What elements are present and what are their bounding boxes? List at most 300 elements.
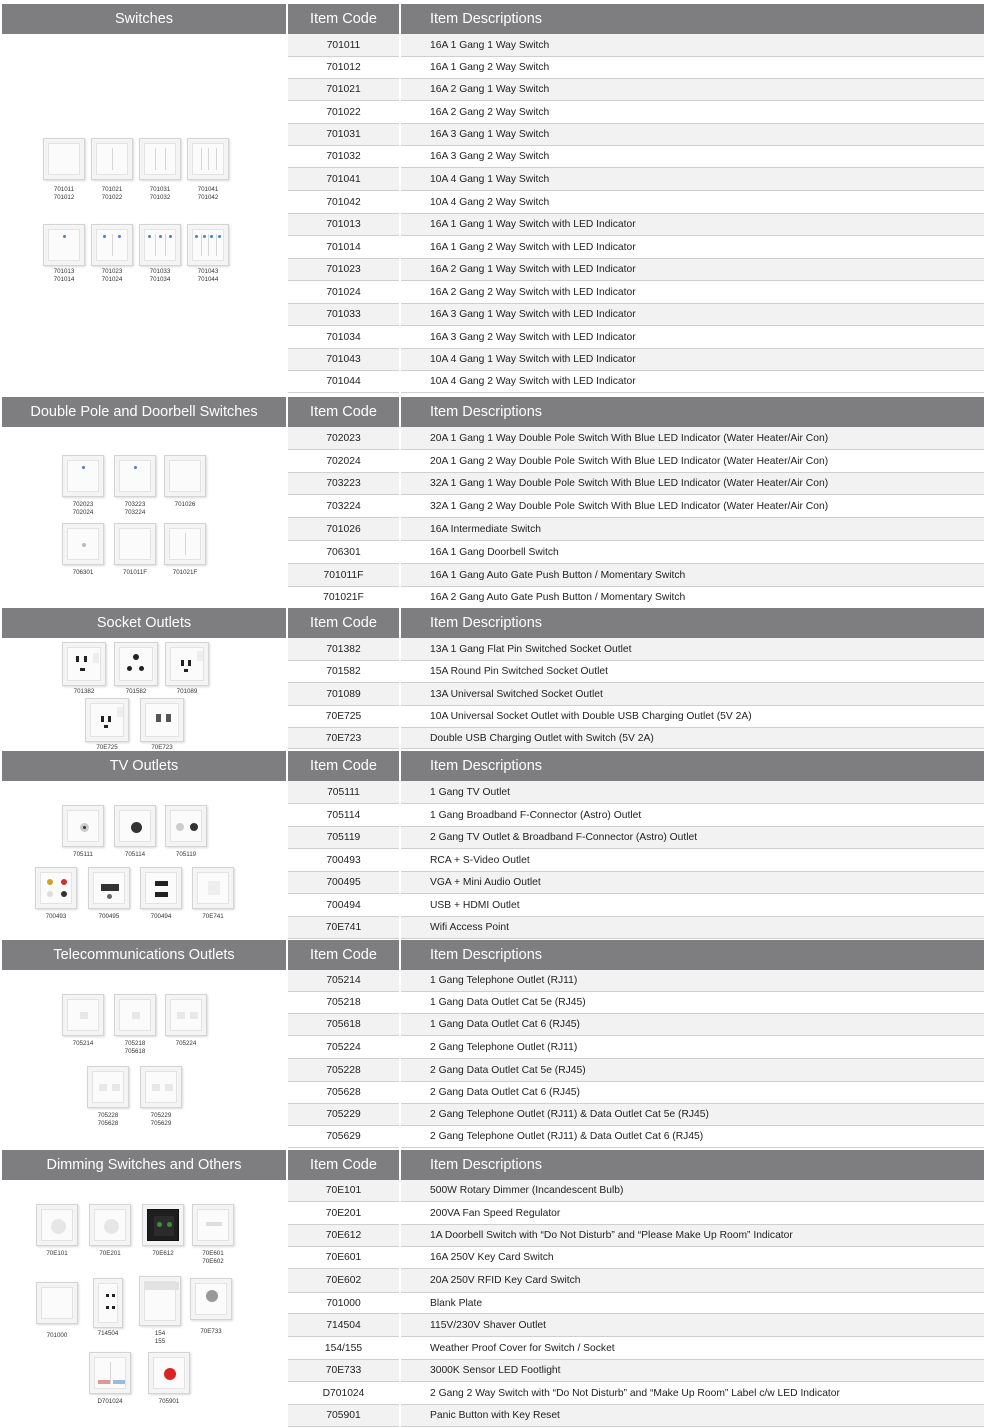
rocker-divider (201, 234, 202, 256)
plate-face (67, 810, 99, 842)
port-icon (181, 660, 184, 666)
table-row (288, 518, 984, 541)
category-title: TV Outlets (2, 751, 286, 781)
item-description: 16A 2 Gang 2 Way Switch with LED Indicator (430, 287, 636, 298)
product-code-label: 701033 701034 (149, 268, 171, 283)
rocker-divider (201, 148, 202, 170)
product-code-label: 701031 701032 (149, 186, 171, 201)
port-icon (177, 1012, 185, 1019)
table-row (288, 1082, 984, 1104)
product-image (139, 224, 181, 266)
item-description: Panic Button with Key Reset (430, 1410, 560, 1421)
port-icon (206, 1222, 222, 1226)
item-code: 701034 (326, 332, 361, 343)
product-image (142, 1204, 184, 1246)
plate-face (145, 703, 179, 737)
product-image (164, 523, 206, 565)
product-image (114, 523, 156, 565)
table-row (288, 450, 984, 473)
table-row (288, 495, 984, 518)
rocker-divider (112, 148, 113, 170)
port-icon (98, 1380, 110, 1384)
plate-face (170, 647, 204, 681)
item-code: 705618 (326, 1019, 361, 1030)
item-description: 15A Round Pin Switched Socket Outlet (430, 666, 609, 677)
led-indicator-icon (118, 235, 121, 238)
item-desc-header: Item Descriptions (401, 397, 984, 427)
product-image (114, 455, 156, 497)
plate-face (192, 229, 224, 261)
product-images (2, 1180, 286, 1427)
item-description: 2 Gang Data Outlet Cat 6 (RJ45) (430, 1087, 580, 1098)
item-code: 705218 (326, 997, 361, 1008)
item-description: 10A Universal Socket Outlet with Double USB Charging Outlet (5V 2A) (430, 711, 752, 722)
column-divider (399, 1180, 401, 1427)
product-code-label: 701000 (46, 1332, 68, 1339)
item-code: 701042 (326, 197, 361, 208)
port-icon (112, 1084, 120, 1091)
item-description: 16A 2 Gang 1 Way Switch with LED Indicator (430, 264, 636, 275)
table-row (288, 992, 984, 1014)
product-image (35, 867, 77, 909)
section-header (0, 1150, 988, 1180)
port-icon (106, 1294, 109, 1297)
product-code-label: 705214 (72, 1040, 94, 1047)
table-row (288, 541, 984, 564)
item-rows (288, 427, 984, 609)
plate-face (93, 872, 125, 904)
product-image (36, 1282, 78, 1324)
item-description: 2 Gang 2 Way Switch with “Do Not Disturb” and “Make Up Room” Label c/w LED Indicator (430, 1388, 840, 1399)
product-code-label: 701011F (123, 569, 147, 576)
item-description: 16A 3 Gang 1 Way Switch with LED Indicator (430, 309, 636, 320)
product-code-label: 701089 (176, 688, 198, 695)
item-description: 1 Gang Data Outlet Cat 5e (RJ45) (430, 997, 586, 1008)
item-desc-header: Item Descriptions (401, 751, 984, 781)
plate-face (170, 999, 202, 1031)
item-description: 13A Universal Switched Socket Outlet (430, 689, 603, 700)
product-image (114, 994, 156, 1036)
rocker-divider (208, 148, 209, 170)
plate-face (67, 528, 99, 560)
item-code: 703223 (326, 478, 361, 489)
item-description: Wifi Access Point (430, 922, 509, 933)
item-description: 16A 2 Gang 2 Way Switch (430, 107, 550, 118)
product-image (139, 138, 181, 180)
item-description: 16A 1 Gang Auto Gate Push Button / Momentary Switch (430, 570, 686, 581)
item-description: 16A 2 Gang 1 Way Switch (430, 84, 550, 95)
item-code: 700494 (326, 900, 361, 911)
item-description: 16A 3 Gang 2 Way Switch (430, 151, 550, 162)
item-description: USB + HDMI Outlet (430, 900, 520, 911)
port-icon (61, 891, 67, 897)
rocker-divider (155, 148, 156, 170)
item-code: D701024 (322, 1388, 365, 1399)
port-icon (84, 656, 87, 662)
section (0, 397, 988, 609)
item-code: 701024 (326, 287, 361, 298)
product-image (114, 805, 156, 847)
item-description: 10A 4 Gang 1 Way Switch (430, 174, 550, 185)
product-image (192, 1204, 234, 1246)
product-code-label: 70E733 (200, 1328, 222, 1335)
product-code-label: 703223 703224 (124, 501, 146, 516)
table-row (288, 326, 984, 349)
rocker-divider (165, 234, 166, 256)
port-icon (99, 1084, 107, 1091)
port-icon (82, 543, 86, 547)
table-row (288, 564, 984, 587)
product-image (62, 805, 104, 847)
table-row (288, 872, 984, 894)
item-description: 20A 1 Gang 2 Way Double Pole Switch With Blue LED Indicator (Water Heater/Air Con) (430, 456, 829, 467)
section-header (0, 940, 988, 970)
item-code: 702024 (326, 456, 361, 467)
port-icon (206, 1290, 218, 1302)
rocker-divider (216, 234, 217, 256)
port-icon (47, 891, 53, 897)
plate-face (195, 1283, 227, 1315)
product-code-label: 705119 (175, 851, 197, 858)
product-code-label: 705111 (73, 851, 93, 858)
category-title: Telecommunications Outlets (2, 940, 286, 970)
led-indicator-icon (103, 235, 106, 238)
product-image (192, 867, 234, 909)
product-image (139, 1276, 181, 1326)
item-code-header: Item Code (288, 940, 399, 970)
table-row (288, 1382, 984, 1405)
item-code-header: Item Code (288, 608, 399, 638)
item-description: 32A 1 Gang 1 Way Double Pole Switch With Blue LED Indicator (Water Heater/Air Con) (430, 478, 829, 489)
item-description: Blank Plate (430, 1298, 483, 1309)
section-header (0, 608, 988, 638)
table-row (288, 168, 984, 191)
product-code-label: 70E612 (152, 1250, 174, 1257)
led-indicator-icon (63, 235, 66, 238)
product-code-label: 701023 701024 (101, 268, 123, 283)
plate-face (169, 528, 201, 560)
item-description: RCA + S-Video Outlet (430, 855, 530, 866)
port-icon (133, 654, 139, 660)
port-icon (167, 1222, 172, 1227)
table-row (288, 191, 984, 214)
plate-face (94, 1209, 126, 1241)
plate-face (98, 1283, 118, 1323)
item-code: 70E733 (325, 1365, 362, 1376)
item-description: 500W Rotary Dimmer (Incandescent Bulb) (430, 1185, 624, 1196)
product-code-label: 705901 (158, 1398, 180, 1405)
section (0, 4, 988, 393)
product-code-label: 702023 702024 (72, 501, 94, 516)
led-indicator-icon (218, 235, 221, 238)
column-divider (399, 638, 401, 749)
port-icon (145, 1282, 179, 1290)
table-row (288, 101, 984, 124)
item-code: 70E601 (325, 1252, 362, 1263)
rocker-divider (185, 533, 186, 555)
table-row (288, 1014, 984, 1036)
item-code: 701012 (326, 62, 361, 73)
item-description: 2 Gang Telephone Outlet (RJ11) & Data Outlet Cat 5e (RJ45) (430, 1109, 709, 1120)
plate-face (96, 229, 128, 261)
table-row (288, 849, 984, 872)
product-image (140, 867, 182, 909)
item-code: 701089 (326, 689, 361, 700)
item-code: 701026 (326, 524, 361, 535)
table-row (288, 57, 984, 79)
port-icon (104, 1219, 119, 1234)
plate-face (90, 703, 124, 737)
item-description: 1A Doorbell Switch with “Do Not Disturb” and “Please Make Up Room” Indicator (430, 1230, 793, 1241)
rocker-divider (216, 148, 217, 170)
table-row (288, 1337, 984, 1360)
port-icon (157, 1222, 162, 1227)
product-image (89, 1352, 131, 1394)
table-row (288, 728, 984, 749)
section-header (0, 751, 988, 781)
plate-face (170, 810, 202, 842)
product-code-label: 700494 (150, 913, 172, 920)
item-description: 115V/230V Shaver Outlet (430, 1320, 547, 1331)
rocker-divider (112, 234, 113, 256)
port-icon (190, 1012, 198, 1019)
table-row (288, 427, 984, 450)
table-row (288, 638, 984, 661)
item-code: 701021 (326, 84, 361, 95)
item-code: 701022 (326, 107, 361, 118)
item-code: 701031 (326, 129, 361, 140)
plate-face (96, 143, 128, 175)
item-code: 706301 (326, 547, 361, 558)
product-images (2, 781, 286, 939)
table-row (288, 1059, 984, 1082)
plate-face (144, 1281, 176, 1321)
product-code-label: 705228 705628 (97, 1112, 119, 1127)
led-indicator-icon (134, 466, 137, 469)
product-image (165, 642, 209, 686)
port-icon (76, 656, 79, 662)
plate-face (145, 872, 177, 904)
table-row (288, 1225, 984, 1247)
table-row (288, 371, 984, 393)
table-row (288, 124, 984, 146)
plate-face (119, 810, 151, 842)
item-description: 2 Gang Telephone Outlet (RJ11) & Data Outlet Cat 6 (RJ45) (430, 1131, 704, 1142)
item-description: 16A 1 Gang Doorbell Switch (430, 547, 559, 558)
rocker-divider (155, 234, 156, 256)
item-description: 16A 1 Gang 2 Way Switch (430, 62, 550, 73)
port-icon (131, 822, 142, 833)
table-row (288, 1360, 984, 1382)
table-row (288, 661, 984, 683)
item-code: 701382 (326, 644, 361, 655)
table-row (288, 706, 984, 728)
port-icon (108, 716, 111, 722)
table-row (288, 894, 984, 917)
product-code-label: 700495 (98, 913, 120, 920)
port-icon (51, 1219, 66, 1234)
port-icon (155, 881, 168, 886)
item-code-header: Item Code (288, 4, 399, 34)
item-code: 701013 (326, 219, 361, 230)
item-code: 705111 (327, 787, 360, 798)
item-desc-header: Item Descriptions (401, 940, 984, 970)
item-code: 705229 (326, 1109, 361, 1120)
port-icon (107, 894, 112, 899)
product-code-label: 705229 705629 (150, 1112, 172, 1127)
product-code-label: 701011 701012 (53, 186, 75, 201)
table-row (288, 1180, 984, 1202)
item-code: 70E725 (325, 711, 362, 722)
port-icon (166, 714, 171, 722)
plate-face (48, 143, 80, 175)
product-image (187, 224, 229, 266)
plate-face (119, 528, 151, 560)
section (0, 608, 988, 749)
table-row (288, 804, 984, 827)
port-icon (156, 714, 161, 722)
table-row (288, 349, 984, 371)
column-divider (399, 781, 401, 939)
product-image (114, 642, 158, 686)
plate-face (40, 872, 72, 904)
item-rows (288, 781, 984, 939)
port-icon (93, 653, 99, 663)
item-code: 703224 (326, 501, 361, 512)
product-code-label: 705224 (175, 1040, 197, 1047)
plate-face (119, 460, 151, 492)
product-image (148, 1352, 190, 1394)
table-row (288, 1269, 984, 1293)
port-icon (117, 707, 123, 717)
led-indicator-icon (82, 466, 85, 469)
product-code-label: 705114 (124, 851, 146, 858)
column-divider (399, 970, 401, 1148)
port-icon (112, 1294, 115, 1297)
item-description: 16A 2 Gang Auto Gate Push Button / Momentary Switch (430, 592, 686, 603)
product-image (164, 455, 206, 497)
item-code: 705224 (326, 1042, 361, 1053)
port-icon (190, 823, 198, 831)
item-rows (288, 34, 984, 393)
column-divider (399, 427, 401, 609)
table-row (288, 281, 984, 304)
product-code-label: 701013 701014 (53, 268, 75, 283)
port-icon (152, 1084, 160, 1091)
product-images (2, 638, 286, 749)
port-icon (113, 1380, 125, 1384)
product-image (43, 224, 85, 266)
product-code-label: 714504 (97, 1330, 119, 1337)
plate-face (48, 229, 80, 261)
item-code: 705228 (326, 1065, 361, 1076)
item-description: 16A 250V Key Card Switch (430, 1252, 554, 1263)
item-code: 701041 (326, 174, 361, 185)
category-title: Socket Outlets (2, 608, 286, 638)
product-code-label: 701582 (125, 688, 147, 695)
item-description: 2 Gang Telephone Outlet (RJ11) (430, 1042, 578, 1053)
item-description: 2 Gang Data Outlet Cat 5e (RJ45) (430, 1065, 586, 1076)
product-image (140, 698, 184, 742)
item-description: 16A 1 Gang 2 Way Switch with LED Indicator (430, 242, 636, 253)
product-code-label: 701021 701022 (101, 186, 123, 201)
rocker-divider (208, 234, 209, 256)
item-code: 70E602 (325, 1275, 362, 1286)
table-row (288, 587, 984, 609)
led-indicator-icon (148, 235, 151, 238)
item-description: 16A 3 Gang 2 Way Switch with LED Indicator (430, 332, 636, 343)
port-icon (188, 660, 191, 666)
item-code: 701014 (326, 242, 361, 253)
category-title: Dimming Switches and Others (2, 1150, 286, 1180)
section-header (0, 4, 988, 34)
item-description: 2 Gang TV Outlet & Broadband F-Connector (Astro) Outlet (430, 832, 698, 843)
led-indicator-icon (203, 235, 206, 238)
product-code-label: 706301 (72, 569, 94, 576)
rocker-divider (165, 148, 166, 170)
plate-face (147, 1209, 179, 1241)
table-row (288, 473, 984, 495)
port-icon (176, 823, 184, 831)
plate-face (119, 999, 151, 1031)
product-code-label: 701043 701044 (197, 268, 219, 283)
section (0, 751, 988, 939)
product-code-label: D701024 (97, 1398, 123, 1405)
item-description: 13A 1 Gang Flat Pin Switched Socket Outlet (430, 644, 632, 655)
plate-face (67, 999, 99, 1031)
item-description: 20A 1 Gang 1 Way Double Pole Switch With Blue LED Indicator (Water Heater/Air Con) (430, 433, 829, 444)
item-description: 200VA Fan Speed Regulator (430, 1208, 561, 1219)
item-code: 705628 (326, 1087, 361, 1098)
product-code-label: 705218 705618 (124, 1040, 146, 1055)
plate-face (153, 1357, 185, 1389)
item-code: 701044 (326, 376, 361, 387)
plate-face (145, 1071, 177, 1103)
port-icon (197, 651, 203, 661)
item-code: 701011 (326, 40, 361, 51)
port-icon (164, 1368, 176, 1380)
table-row (288, 236, 984, 259)
product-image (93, 1278, 123, 1328)
table-row (288, 781, 984, 804)
plate-face (41, 1287, 73, 1319)
item-code: 70E741 (325, 922, 362, 933)
port-icon (83, 826, 86, 829)
product-image (62, 642, 106, 686)
product-image (62, 994, 104, 1036)
item-code: 701011F (323, 570, 364, 581)
item-code: 705214 (326, 975, 361, 986)
item-code: 70E201 (325, 1208, 362, 1219)
port-icon (104, 725, 108, 728)
item-description: 3000K Sensor LED Footlight (430, 1365, 561, 1376)
port-icon (165, 1084, 173, 1091)
product-code-label: 70E741 (202, 913, 224, 920)
item-code: 70E101 (325, 1185, 362, 1196)
port-icon (80, 1012, 88, 1019)
item-code: 701032 (326, 151, 361, 162)
port-icon (106, 1306, 109, 1309)
table-row (288, 1202, 984, 1225)
product-image (62, 523, 104, 565)
product-image (91, 224, 133, 266)
category-title: Switches (2, 4, 286, 34)
product-code-label: 70E601 70E602 (202, 1250, 224, 1265)
product-code-label: 154 155 (154, 1330, 166, 1345)
table-row (288, 1036, 984, 1059)
item-code: 705114 (326, 810, 361, 821)
item-rows (288, 970, 984, 1148)
